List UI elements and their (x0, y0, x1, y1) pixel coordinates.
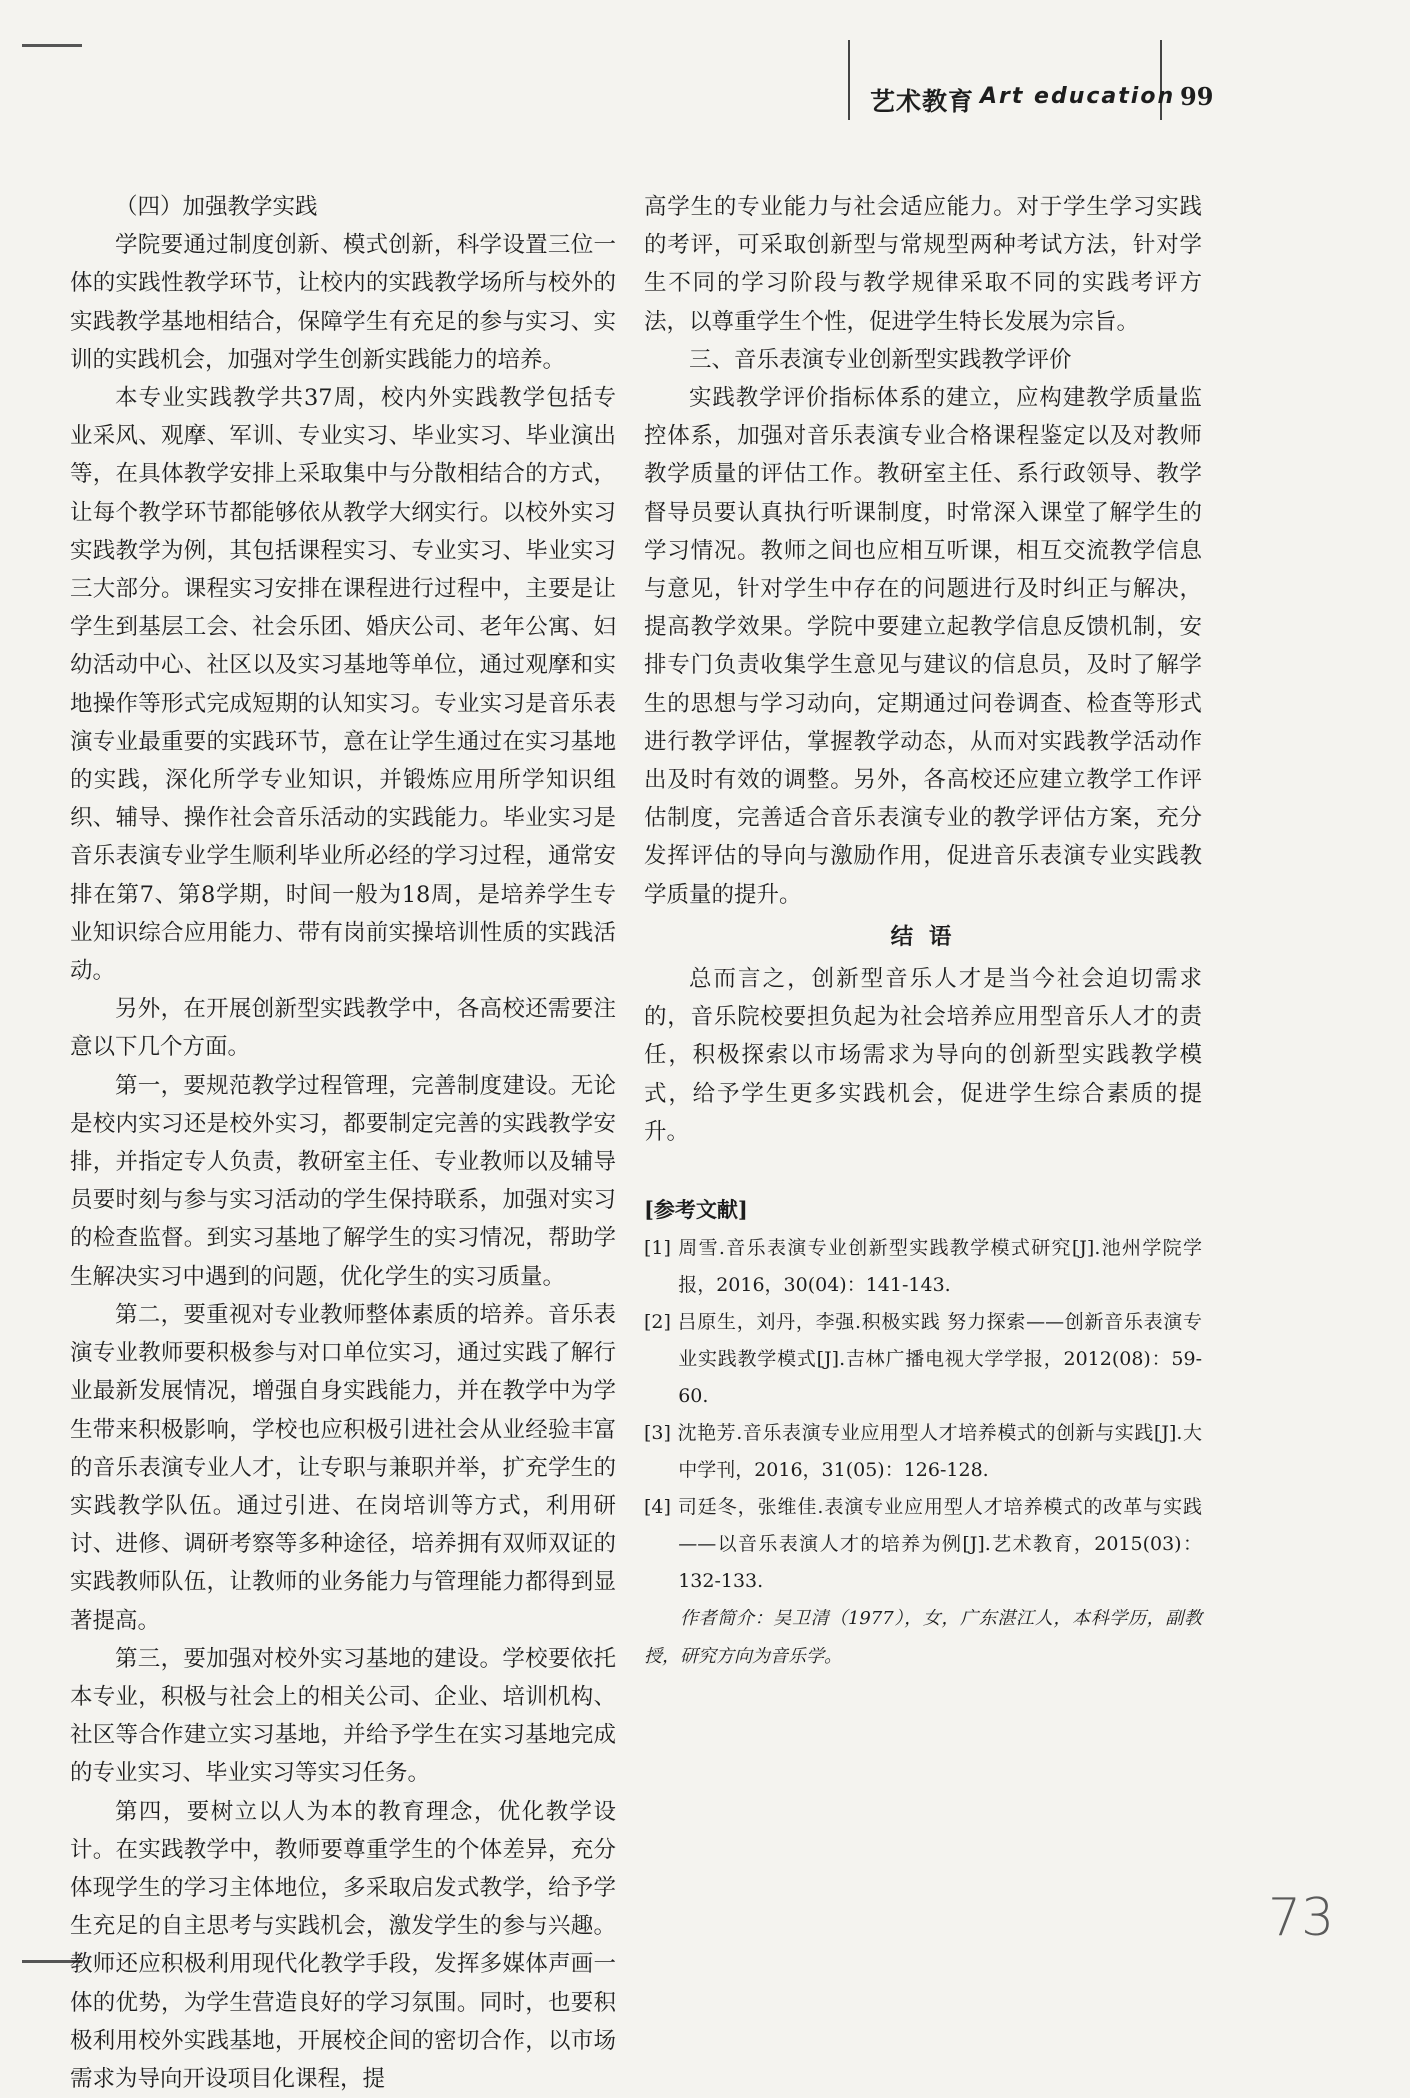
reference-item: [1] 周雪.音乐表演专业创新型实践教学模式研究[J].池州学院学报，2016，30(04)：141-143. (644, 1237, 1202, 1297)
paragraph: 第四，要树立以人为本的教育理念，优化教学设计。在实践教学中，教师要尊重学生的个体差异，充分体现学生的学习主体地位，多采取启发式教学，给予学生充足的自主思考与实践机会，激发学生的参与兴趣。教师还应积极利用现代化教学手段，发挥多媒体声画一体的优势，为学生营造良好的学习氛围。同时，也要积极利用校外实践基地，开展校企间的密切合作，以市场需求为导向开设项目化课程，提 (70, 1798, 616, 2092)
paragraph: 另外，在开展创新型实践教学中，各高校还需要注意以下几个方面。 (70, 996, 616, 1061)
paragraph: 第三，要加强对校外实习基地的建设。学校要依托本专业，积极与社会上的相关公司、企业、培训机构、社区等合作建立实习基地，并给予学生在实习基地完成的专业实习、毕业实习等实习任务。 (70, 1645, 616, 1787)
paragraph: 学院要通过制度创新、模式创新，科学设置三位一体的实践性教学环节，让校内的实践教学场所与校外的实践教学基地相结合，保障学生有充足的参与实习、实训的实践机会，加强对学生创新实践能力的培养。 (70, 232, 616, 373)
journal-title: 艺术教育 (870, 87, 975, 116)
reference-item: [3] 沈艳芳.音乐表演专业应用型人才培养模式的创新与实践[J].大中学刊，2016，31(05)：126-128. (644, 1422, 1202, 1482)
references-heading: [参考文献] (644, 1197, 748, 1223)
section-heading: （四）加强教学实践 (115, 194, 318, 220)
reference-item: [4] 司廷冬，张维佳.表演专业应用型人才培养模式的改革与实践——以音乐表演人才的培养为例[J].艺术教育，2015(03)：132-133. (644, 1496, 1202, 1593)
paragraph: 实践教学评价指标体系的建立，应构建教学质量监控体系，加强对音乐表演专业合格课程鉴定以及对教师教学质量的评估工作。教研室主任、系行政领导、教学督导员要认真执行听课制度，时常深入课堂了解学生的学习情况。教师之间也应相互听课，相互交流教学信息与意见，针对学生中存在的问题进行及时纠正与解决，提高教学效果。学院中要建立起教学信息反馈机制，安排专门负责收集学生意见与建议的信息员，及时了解学生的思想与学习动向，定期通过问卷调查、检查等形式进行教学评估，掌握教学动态，从而对实践教学活动作出及时有效的调整。另外，各高校还应建立教学工作评估制度，完善适合音乐表演专业的教学评估方案，充分发挥评估的导向与激励作用，促进音乐表演专业实践教学质量的提升。 (644, 385, 1202, 908)
journal-title-en: Art education (980, 84, 1176, 109)
author-note: 作者简介：吴卫清（1977），女，广东湛江人，本科学历，副教授，研究方向为音乐学。 (644, 1608, 1202, 1668)
reference-item: [2] 吕原生，刘丹，李强.积极实践 努力探索——创新音乐表演专业实践教学模式[J].吉林广播电视大学学报，2012(08)：59-60. (644, 1311, 1202, 1408)
section-heading: 三、音乐表演专业创新型实践教学评价 (689, 346, 1072, 373)
left-column (70, 188, 616, 2098)
paragraph: 总而言之，创新型音乐人才是当今社会迫切需求的，音乐院校要担负起为社会培养应用型音乐人才的责任，积极探索以市场需求为导向的创新型实践教学模式，给予学生更多实践机会，促进学生综合素质的提升。 (644, 966, 1202, 1145)
page-number: 99 (1180, 82, 1214, 111)
references (644, 1191, 1202, 1600)
right-column (644, 188, 1202, 1676)
conclusion-heading: 结 语 (890, 923, 956, 950)
paragraph: 第一，要规范教学过程管理，完善制度建设。无论是校内实习还是校外实习，都要制定完善的实践教学安排，并指定专人负责，教研室主任、专业教师以及辅导员要时刻与参与实习活动的学生保持联系，加强对实习的检查监督。到实习基地了解学生的实习情况，帮助学生解决实习中遇到的问题，优化学生的实习质量。 (70, 1072, 616, 1290)
paragraph: 本专业实践教学共37周，校内外实践教学包括专业采风、观摩、军训、专业实习、毕业实习、毕业演出等，在具体教学安排上采取集中与分散相结合的方式，让每个教学环节都能够依从教学大纲实行。以校外实习实践教学为例，其包括课程实习、专业实习、毕业实习三大部分。课程实习安排在课程进行过程中，主要是让学生到基层工会、社会乐团、婚庆公司、老年公寓、妇幼活动中心、社区以及实习基地等单位，通过观摩和实地操作等形式完成短期的认知实习。专业实习是音乐表演专业最重要的实践环节，意在让学生通过在实习基地的实践，深化所学专业知识，并锻炼应用所学知识组织、辅导、操作社会音乐活动的实践能力。毕业实习是音乐表演专业学生顺利毕业所必经的学习过程，通常安排在第7、第8学期，时间一般为18周，是培养学生专业知识综合应用能力、带有岗前实操培训性质的实践活动。 (70, 385, 616, 985)
paragraph: 高学生的专业能力与社会适应能力。对于学生学习实践的考评，可采取创新型与常规型两种考试方法，针对学生不同的学习阶段与教学规律采取不同的实践考评方法，以尊重学生个性，促进学生特长发展为宗旨。 (644, 194, 1202, 335)
header-divider-left (848, 40, 850, 120)
scan-artifact-top (22, 44, 82, 47)
handwritten-page-number: 73 (1268, 1888, 1335, 1948)
paragraph: 第二，要重视对专业教师整体素质的培养。音乐表演专业教师要积极参与对口单位实习，通过实践了解行业最新发展情况，增强自身实践能力，并在教学中为学生带来积极影响，学校也应积极引进社会从业经验丰富的音乐表演专业人才，让专职与兼职并举，扩充学生的实践教学队伍。通过引进、在岗培训等方式，利用研讨、进修、调研考察等多种途径，培养拥有双师双证的实践教师队伍，让教师的业务能力与管理能力都得到显著提高。 (70, 1301, 616, 1634)
